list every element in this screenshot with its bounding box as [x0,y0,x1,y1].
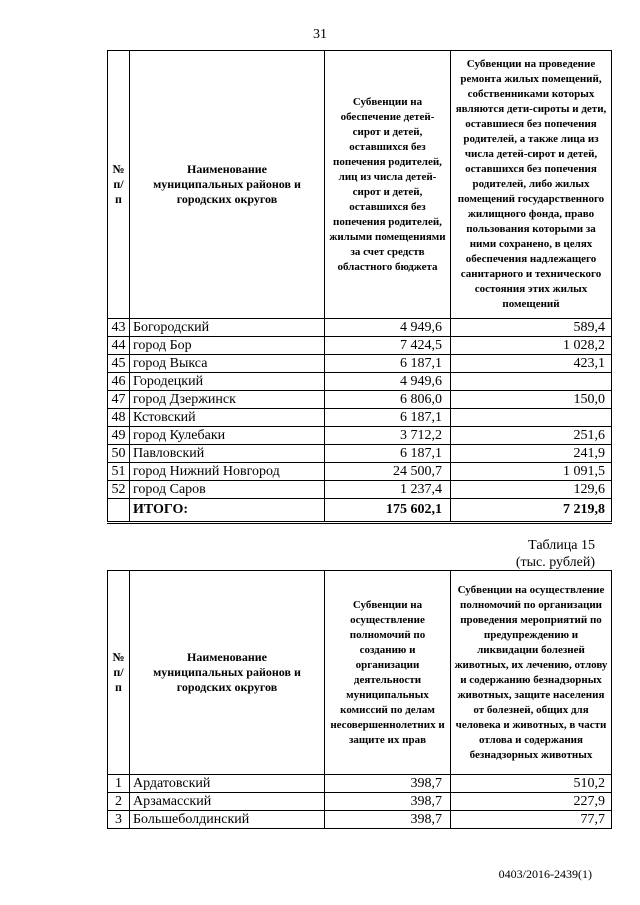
value-col1: 4 949,6 [325,319,451,337]
row-number: 2 [108,793,130,811]
value-col2: 251,6 [451,427,612,445]
table-row [108,355,612,373]
table-row [108,481,612,499]
value-col1: 6 187,1 [325,445,451,463]
table-header-row [108,571,612,775]
row-number: 1 [108,775,130,793]
value-col1: 4 949,6 [325,373,451,391]
table-row [108,793,612,811]
table-row [108,775,612,793]
value-col1: 6 187,1 [325,355,451,373]
value-col2: 129,6 [451,481,612,499]
header-district-name: Наименование муниципальных районов и городских округов [130,51,325,319]
value-col2: 423,1 [451,355,612,373]
row-number: 51 [108,463,130,481]
row-number: 47 [108,391,130,409]
total-label: ИТОГО: [130,499,325,523]
district-name: город Дзержинск [130,391,325,409]
total-row [108,499,612,523]
value-col1: 398,7 [325,811,451,829]
district-name: город Саров [130,481,325,499]
row-number: 50 [108,445,130,463]
subventions-table-continued [107,50,612,524]
value-col1: 6 806,0 [325,391,451,409]
row-number: 45 [108,355,130,373]
total-housing-value: 175 602,1 [325,499,451,523]
value-col1: 3 712,2 [325,427,451,445]
value-col2: 227,9 [451,793,612,811]
district-name: Богородский [130,319,325,337]
row-number: 49 [108,427,130,445]
header-commission-subvention: Субвенции на осуществление полномочий по созданию и организации деятельности муниципальных комиссий по делам несовершеннолетних и защите их прав [325,571,451,775]
row-number: 3 [108,811,130,829]
value-col2 [451,409,612,427]
value-col1: 6 187,1 [325,409,451,427]
header-repair-subvention: Субвенции на проведение ремонта жилых помещений, собственниками которых являются дети-сироты и дети, оставшиеся без попечения родителей, а также лица из числа детей-сирот и детей, оставшихся без попечения родителей, либо жилых помещений государственного жилищного фонда, право пользования которыми за ними сохранено, в целях обеспечения надлежащего санитарного и технического состояния этих жилых помещений [451,51,612,319]
value-col2 [451,373,612,391]
value-col2: 241,9 [451,445,612,463]
header-number: № п/п [108,51,130,319]
value-col1: 24 500,7 [325,463,451,481]
district-name: город Нижний Новгород [130,463,325,481]
value-col2: 510,2 [451,775,612,793]
row-number: 48 [108,409,130,427]
header-number: № п/п [108,571,130,775]
document-code: 0403/2016-2439(1) [498,867,592,881]
district-name: Ардатовский [130,775,325,793]
district-name: Арзамасский [130,793,325,811]
total-number-cell [108,499,130,523]
table-row [108,373,612,391]
table-row [108,409,612,427]
row-number: 44 [108,337,130,355]
header-housing-subvention: Субвенции на обеспечение детей-сирот и детей, оставшихся без попечения родителей, лиц из числа детей-сирот и детей, оставшихся без попечения родителей, жилыми помещениями за счет средств областного бюджета [325,51,451,319]
value-col2: 589,4 [451,319,612,337]
table-header-row [108,51,612,319]
table-row [108,445,612,463]
row-number: 43 [108,319,130,337]
table-units: (тыс. рублей) [515,555,595,570]
value-col2: 150,0 [451,391,612,409]
value-col1: 1 237,4 [325,481,451,499]
row-number: 46 [108,373,130,391]
district-name: Павловский [130,445,325,463]
table-row [108,391,612,409]
subventions-table-15 [107,570,612,829]
district-name: город Бор [130,337,325,355]
value-col1: 7 424,5 [325,337,451,355]
district-name: Кстовский [130,409,325,427]
district-name: город Кулебаки [130,427,325,445]
table-row [108,463,612,481]
table-row [108,337,612,355]
value-col2: 1 028,2 [451,337,612,355]
district-name: Городецкий [130,373,325,391]
value-col2: 77,7 [451,811,612,829]
header-animal-subvention: Субвенции на осуществление полномочий по организации проведения мероприятий по предупреждению и ликвидации болезней животных, их лечению, отлову и содержанию безнадзорных животных, защите населения от болезней, общих для человека и животных, в части отлова и содержания безнадзорных животных [451,571,612,775]
row-number: 52 [108,481,130,499]
page-number: 31 [313,27,327,42]
table-caption: Таблица 15 [528,538,595,553]
value-col1: 398,7 [325,775,451,793]
district-name: город Выкса [130,355,325,373]
district-name: Большеболдинский [130,811,325,829]
table-row [108,427,612,445]
table-row [108,319,612,337]
value-col1: 398,7 [325,793,451,811]
table-row [108,811,612,829]
value-col2: 1 091,5 [451,463,612,481]
header-district-name: Наименование муниципальных районов и городских округов [130,571,325,775]
total-repair-value: 7 219,8 [451,499,612,523]
